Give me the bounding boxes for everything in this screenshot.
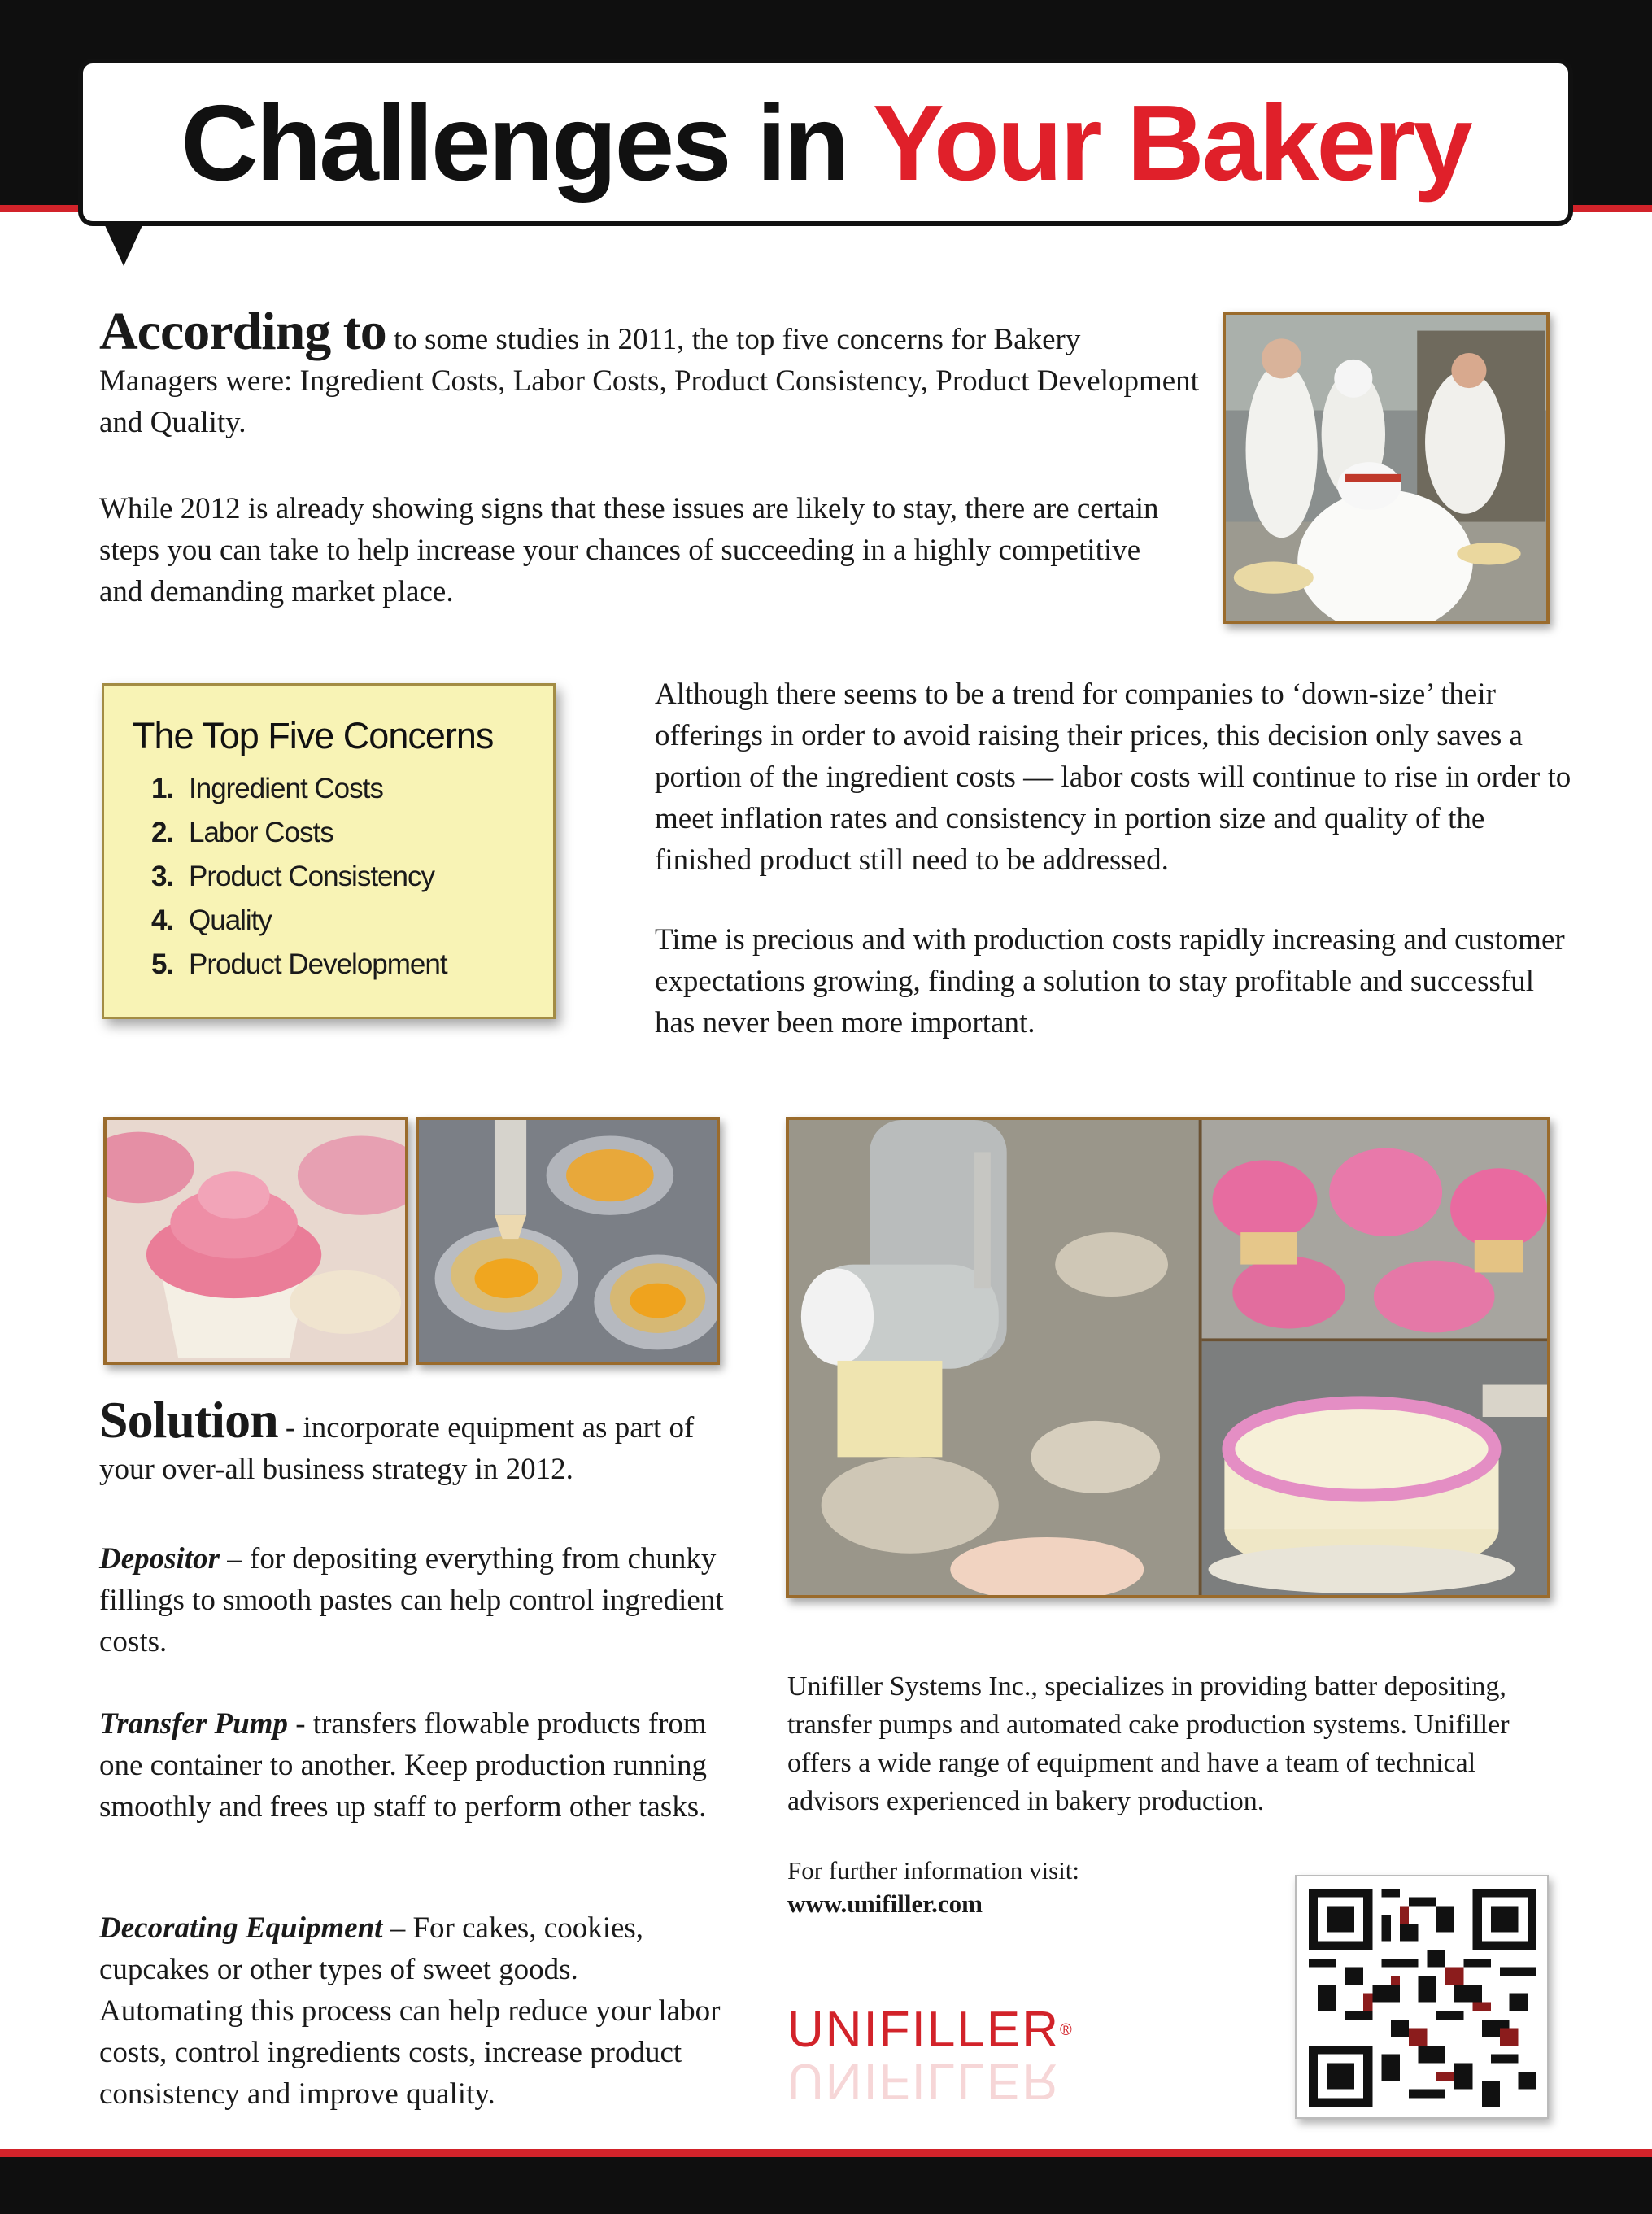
company-url-link[interactable]: www.unifiller.com bbox=[787, 1889, 983, 1918]
middle-paragraph-1: Although there seems to be a trend for companies to ‘down-size’ their offerings in order to avoid raising their prices, this decision only saves a portion of the ingredient costs — labor costs will continue to rise in order to meet inflation rates and consistency in portion size and quality of the finished product still need to be addressed. bbox=[655, 678, 1571, 877]
cupcake-image bbox=[107, 1120, 405, 1362]
concern-label: Ingredient Costs bbox=[189, 773, 383, 804]
title-part-2: Your Bakery bbox=[872, 82, 1471, 203]
concern-number: 5. bbox=[151, 948, 174, 980]
concern-item bbox=[133, 855, 524, 899]
tart-filling-photo bbox=[416, 1117, 720, 1365]
footer-band bbox=[0, 2157, 1652, 2214]
depositor-term: Depositor bbox=[99, 1542, 220, 1576]
decorating-term: Decorating Equipment bbox=[99, 1911, 383, 1945]
logo-reflection bbox=[787, 2053, 1129, 2109]
title-banner bbox=[78, 59, 1573, 226]
pump-term: Transfer Pump bbox=[99, 1707, 288, 1741]
concern-item bbox=[133, 899, 524, 943]
pump-text: - transfers flowable products from one container to another. Keep production running smoothly and frees up staff to perform other tasks. bbox=[99, 1707, 707, 1824]
logo-registered-mark: ® bbox=[1059, 2021, 1074, 2039]
decorating-paragraph bbox=[99, 1907, 726, 2115]
concern-item bbox=[133, 811, 524, 855]
concern-label: Quality bbox=[189, 904, 272, 936]
logo-reflection-text: UNIFILLER bbox=[787, 2053, 1060, 2109]
concern-label: Product Consistency bbox=[189, 861, 434, 892]
page-title bbox=[181, 81, 1470, 204]
speech-bubble-tail bbox=[104, 224, 143, 266]
depositor-paragraph bbox=[99, 1538, 726, 1663]
company-about: Unifiller Systems Inc., specializes in providing batter depositing, transfer pumps and automated cake production systems. Unifiller offers a wide range of equipment and have a team of technical advisors experienced in bakery production. bbox=[787, 1671, 1510, 1816]
qr-code[interactable] bbox=[1295, 1875, 1549, 2119]
concern-label: Product Development bbox=[189, 948, 447, 980]
intro-text-1: to some studies in 2011, the top five concerns for Bakery Managers were: Ingredient Costs, Labor Costs, Product Consistency, Product Development and Quality. bbox=[99, 323, 1199, 439]
bakery-workers-photo bbox=[1223, 312, 1550, 624]
concern-label: Labor Costs bbox=[189, 817, 333, 848]
equipment-collage-image bbox=[789, 1120, 1547, 1595]
decorating-text: – For cakes, cookies, cupcakes or other types of sweet goods. Automating this process can help reduce your labor costs, control ingredients costs, increase product consistency and improve quality. bbox=[99, 1911, 721, 2111]
concern-item bbox=[133, 767, 524, 811]
concern-number: 4. bbox=[151, 904, 174, 936]
pump-paragraph bbox=[99, 1703, 730, 1828]
intro-paragraph-1 bbox=[99, 302, 1205, 443]
info-label: For further information visit: bbox=[787, 1856, 1080, 1885]
concerns-list bbox=[133, 767, 524, 987]
concern-number: 2. bbox=[151, 817, 174, 848]
cupcake-photo bbox=[103, 1117, 408, 1365]
top-concerns-box bbox=[102, 683, 556, 1019]
intro-paragraph-2: While 2012 is already showing signs that these issues are likely to stay, there are certain steps you can take to help increase your chances of succeeding in a highly competitive and demanding market place. bbox=[99, 492, 1159, 608]
equipment-collage bbox=[786, 1117, 1550, 1598]
tart-filling-image bbox=[419, 1120, 717, 1362]
concern-number: 1. bbox=[151, 773, 174, 804]
logo-text: UNIFILLER bbox=[787, 2002, 1060, 2058]
intro-lead: According to bbox=[99, 302, 386, 361]
qr-code-icon bbox=[1309, 1889, 1536, 2107]
concern-number: 3. bbox=[151, 861, 174, 892]
concern-item bbox=[133, 943, 524, 987]
middle-paragraph-2: Time is precious and with production costs rapidly increasing and customer expectations growing, finding a solution to stay profitable and successful has never been more important. bbox=[655, 923, 1565, 1039]
concerns-title: The Top Five Concerns bbox=[133, 715, 494, 756]
unifiller-logo bbox=[787, 2002, 1129, 2111]
title-part-1: Challenges in bbox=[181, 82, 873, 203]
footer-red-stripe bbox=[0, 2149, 1652, 2157]
solution-paragraph bbox=[99, 1391, 734, 1490]
solution-text: - incorporate equipment as part of your over-all business strategy in 2012. bbox=[99, 1411, 695, 1486]
bakery-workers-image bbox=[1226, 315, 1546, 621]
logo-wordmark bbox=[787, 2002, 1129, 2058]
solution-lead: Solution bbox=[99, 1391, 278, 1449]
depositor-text: – for depositing everything from chunky fillings to smooth pastes can help control ingredient costs. bbox=[99, 1542, 724, 1658]
